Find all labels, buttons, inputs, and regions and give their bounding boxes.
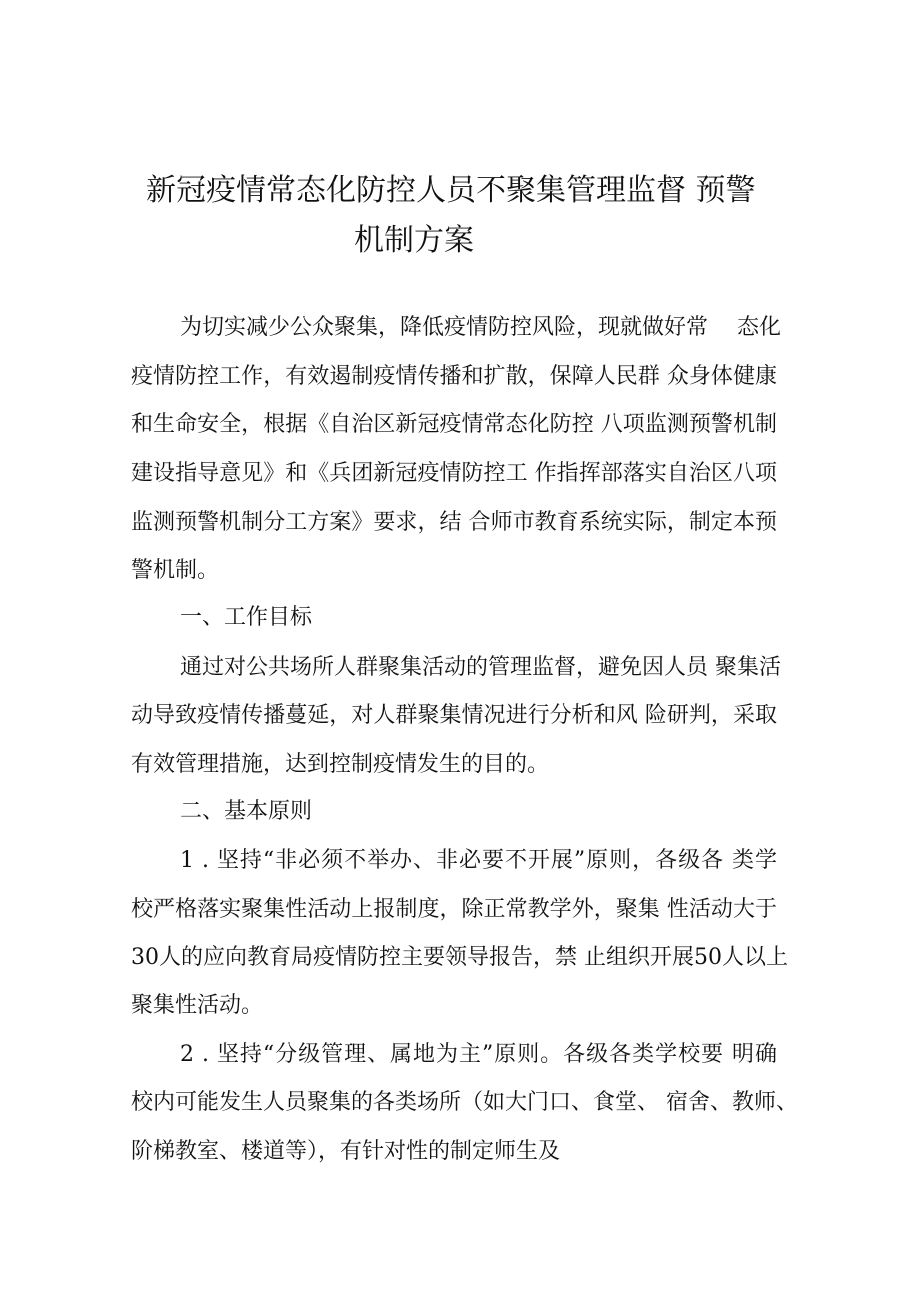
paragraph-line: 有效管理措施，达到控制疫情发生的目的。	[131, 752, 550, 777]
paragraph-line: 动导致疫情传播蔓延，对人群聚集情况进行分析和风 险研判，采取	[131, 703, 777, 728]
paragraph-line: 为切实减少公众聚集，降低疫情防控风险，现就做好常 态化	[180, 315, 781, 340]
section-heading: 二、基本原则	[180, 799, 313, 824]
paragraph-line: 疫情防控工作，有效遏制疫情传播和扩散，保障人民群 众身体健康	[131, 364, 777, 389]
paragraph-line: 和生命安全，根据《自治区新冠疫情常态化防控 八项监测预警机制	[131, 412, 777, 437]
paragraph-line: 监测预警机制分工方案》要求，结 合师市教育系统实际，制定本预	[131, 510, 777, 535]
paragraph-line: 警机制。	[131, 558, 220, 583]
paragraph-line: 1 . 坚持“非必须不举办、非必要不开展”原则，各级各 类学	[180, 848, 777, 873]
paragraph-line: 校内可能发生人员聚集的各类场所（如大门口、食堂、 宿舍、教师、	[131, 1090, 798, 1115]
paragraph-line: 校严格落实聚集性活动上报制度，除正常教学外，聚集 性活动大于	[131, 897, 777, 922]
paragraph-line: 2 . 坚持“分级管理、属地为主”原则。各级各类学校要 明确	[180, 1042, 777, 1067]
document-title-line-2: 机制方案	[354, 223, 474, 258]
paragraph-line: 30人的应向教育局疫情防控主要领导报告，禁 止组织开展50人以上	[131, 945, 788, 970]
document-title-line-1: 新冠疫情常态化防控人员不聚集管理监督 预警	[146, 173, 756, 208]
paragraph-line: 通过对公共场所人群聚集活动的管理监督，避免因人员 聚集活	[180, 655, 781, 680]
section-heading: 一、工作目标	[180, 605, 313, 630]
paragraph-line: 建设指导意见》和《兵团新冠疫情防控工 作指挥部落实自治区八项	[131, 461, 777, 486]
paragraph-line: 聚集性活动。	[131, 993, 264, 1018]
paragraph-line: 阶梯教室、楼道等），有针对性的制定师生及	[131, 1139, 561, 1164]
